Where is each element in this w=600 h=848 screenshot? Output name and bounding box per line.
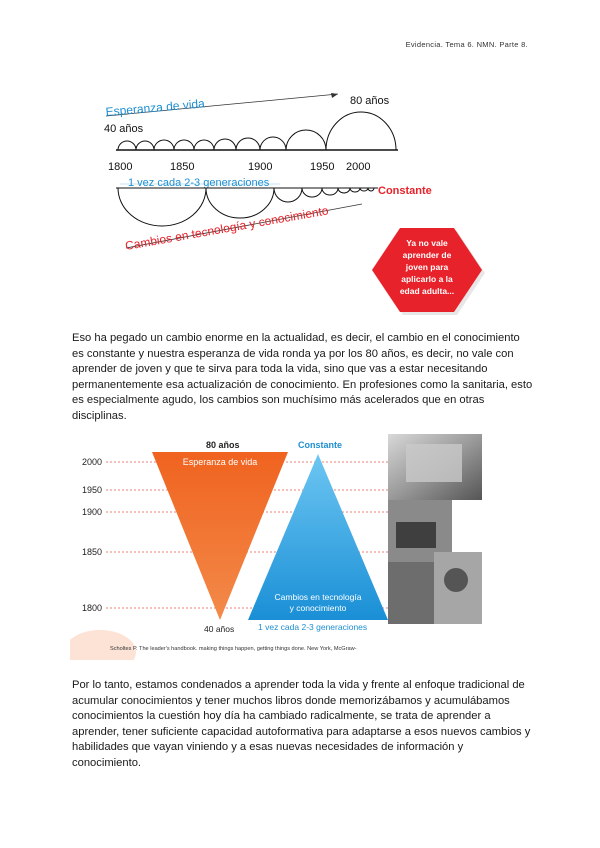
badge-line: aplicarlo a la (401, 274, 453, 284)
badge-line: joven para (405, 262, 449, 272)
page-header: Evidencia. Tema 6. NMN. Parte 8. (405, 40, 528, 49)
badge-line: Ya no vale (406, 238, 448, 248)
badge-line: aprender de (402, 250, 452, 260)
laptop-icon (406, 444, 462, 482)
top-left-label: 80 años (206, 440, 240, 450)
year-label: 1950 (82, 485, 103, 495)
year-label: 1900 (82, 507, 103, 517)
bottom-left-label: 40 años (204, 624, 235, 634)
top-right-label: Constante (298, 440, 343, 450)
right-triangle-label-1: Cambios en tecnología (274, 592, 362, 602)
year-label: 1850 (82, 547, 103, 557)
photo-vintage (388, 562, 434, 624)
decorative-blob (70, 630, 136, 660)
year-label: 1800 (108, 161, 133, 173)
citation: Scholtes P. The leader's handbook. making things happen, getting things done. New York, McGraw- (110, 646, 357, 652)
triangles-diagram (70, 430, 520, 660)
year-label: 1850 (170, 161, 195, 173)
bottom-right-label: 1 vez cada 2-3 generaciones (258, 622, 368, 632)
right-triangle-label-2: y conocimiento (289, 603, 347, 613)
upper-arcs (118, 112, 396, 150)
age-start-label: 40 años (104, 123, 144, 135)
year-label: 1800 (82, 603, 103, 613)
badge-line: edad adulta... (399, 286, 455, 296)
badge-text (400, 238, 454, 296)
portrait-icon (444, 568, 468, 592)
left-triangle-label: Esperanza de vida (182, 457, 258, 467)
year-label: 1900 (248, 161, 273, 173)
timeline-years (108, 161, 370, 173)
paragraph-1: Eso ha pegado un cambio enorme en la actualidad, es decir, el cambio en el conocimiento es constante y nuestra esperanza de vida ronda ya por los 80 años, es decir, no vale con aprender de joven y que te sirva para toda la vida, sino que vas a estar necesitando permanentemente esa actualización de conocimiento. En profesiones como la sanitaria, esto es especialmente agudo, los cambios son muchísimo más acelerados que en otras disciplinas. (72, 332, 533, 422)
photo-collage (388, 434, 482, 624)
age-end-label: 80 años (350, 95, 390, 107)
life-expectancy-label: Esperanza de vida (105, 96, 206, 119)
timeline-diagram (100, 88, 500, 320)
frequency-label: 1 vez cada 2-3 generaciones (128, 177, 270, 189)
constant-label: Constante (378, 185, 432, 197)
typewriter-icon (396, 522, 436, 548)
paragraph-2: Por lo tanto, estamos condenados a aprender toda la vida y frente al enfoque tradicional de acumular conocimientos y tener muchos libros donde memorizábamos y acumulábamos conocimientos la cuestión hoy día ha cambiado radicalmente, se trata de aprender a aprender, tener suficiente capacidad autoformativa para adaptarse a esos nuevos cambios y habilidades que vayan viniendo y a esas nuevas necesidades de información y conocimiento. (72, 679, 531, 769)
year-label: 2000 (82, 457, 103, 467)
year-label: 1950 (310, 161, 335, 173)
year-axis (82, 457, 102, 613)
changes-label: Cambios en tecnología y conocimiento (124, 203, 330, 253)
year-label: 2000 (346, 161, 371, 173)
